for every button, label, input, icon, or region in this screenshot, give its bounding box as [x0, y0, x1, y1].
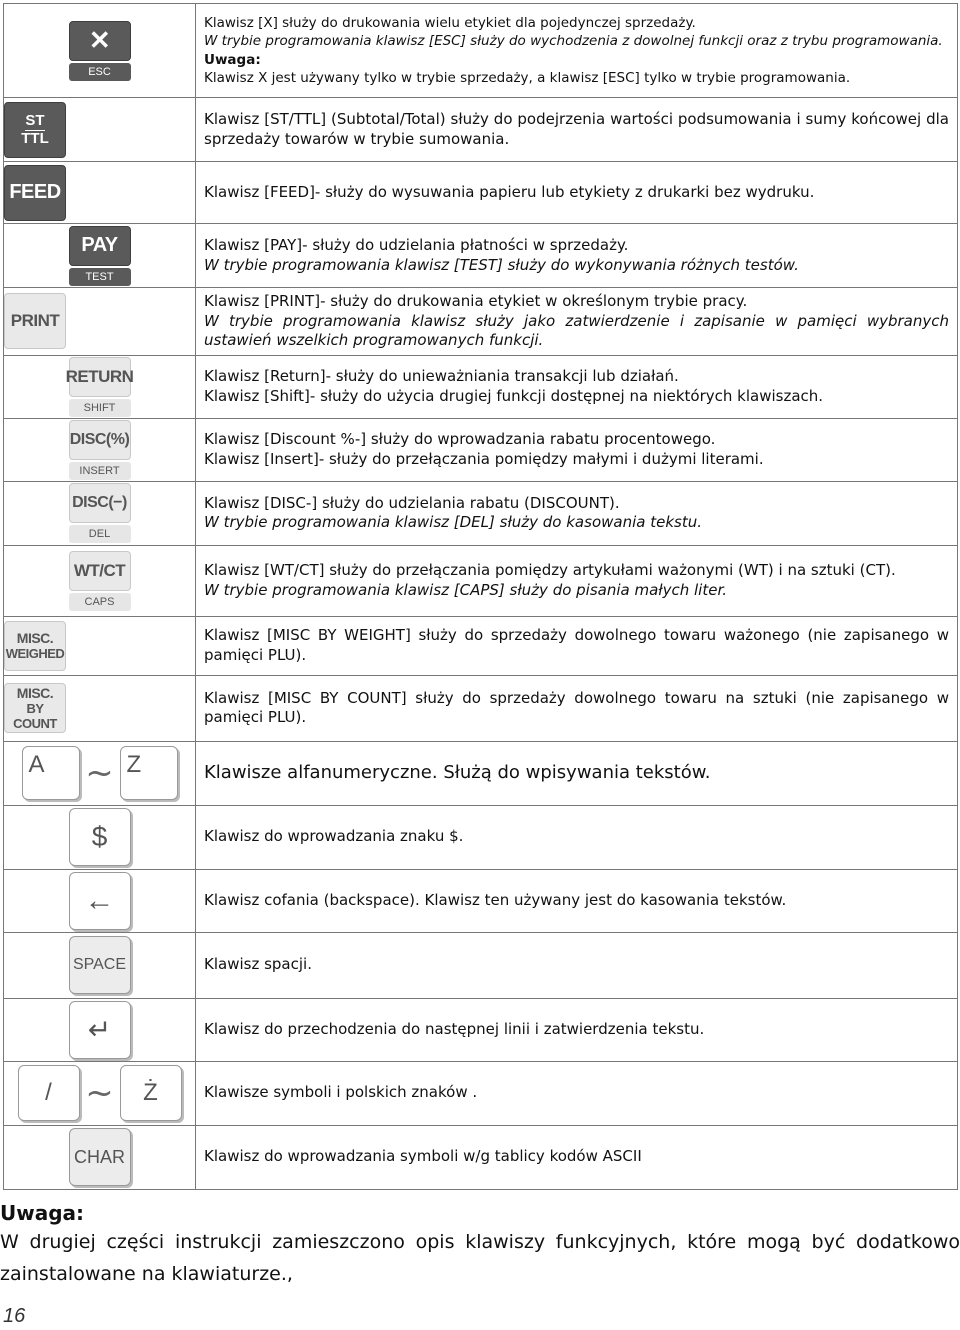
row-wt-ct-caps — [4, 545, 958, 616]
z-dot-key-icon: Ż — [120, 1065, 182, 1121]
desc-line: Klawisz [DISC-] służy do udzielania rabatu (DISCOUNT). — [204, 493, 620, 512]
row-disc-minus-del — [4, 481, 958, 545]
test-key-label: TEST — [69, 268, 131, 286]
esc-key-label: ESC — [69, 63, 131, 81]
row-x-esc — [4, 4, 958, 98]
key-cell — [4, 675, 196, 741]
description: Klawisze symboli i polskich znaków . — [196, 1061, 958, 1125]
description — [196, 4, 958, 98]
pay-key-icon: PAY — [69, 226, 131, 266]
description: Klawisz spacji. — [196, 932, 958, 998]
description — [196, 355, 958, 418]
row-st-ttl — [4, 98, 958, 162]
key-cell — [4, 741, 196, 805]
description: Klawisz [MISC BY WEIGHT] służy do sprzedaży dowolnego towaru ważonego (nie zapisanego w pamięci PLU). — [196, 616, 958, 675]
warning-label: Uwaga: — [204, 51, 261, 68]
desc-line: Klawisz [WT/CT] służy do przełączania pomiędzy artykułami ważonymi (WT) i na sztuki (CT). — [204, 561, 896, 579]
tilde-icon: ~ — [85, 753, 114, 793]
description: Klawisz do wprowadzania znaku $. — [196, 805, 958, 869]
row-feed — [4, 162, 958, 224]
key-cell — [4, 162, 196, 224]
caps-key-label: CAPS — [69, 593, 131, 611]
key-cell — [4, 481, 196, 545]
desc-line: W trybie programowania klawisz służy jako zatwierdzenie i zapisanie w pamięci wybranych ustawień wszelkich programowanych funkcji. — [204, 311, 949, 349]
desc-line: Klawisz [PRINT]- służy do drukowania etykiet w określonym trybie pracy. — [204, 292, 748, 310]
disc-minus-key-icon: DISC(−) — [69, 483, 131, 523]
row-misc-by-count — [4, 675, 958, 741]
description: Klawisz [FEED]- służy do wysuwania papieru lub etykiety z drukarki bez wydruku. — [196, 162, 958, 224]
note-title: Uwaga: — [0, 1201, 85, 1225]
key-cell — [4, 418, 196, 481]
insert-key-label: INSERT — [69, 462, 131, 480]
description: Klawisz do wprowadzania symboli w/g tablicy kodów ASCII — [196, 1125, 958, 1189]
desc-line: Klawisz [PAY]- służy do udzielania płatności w sprzedaży. — [204, 236, 629, 254]
description: Klawisze alfanumeryczne. Służą do wpisywania tekstów. — [196, 741, 958, 805]
desc-line: Klawisz [Return]- służy do unieważniania transakcji lub działań. — [204, 367, 679, 385]
key-cell — [4, 805, 196, 869]
desc-line: W trybie programowania klawisz [DEL] służy do kasowania tekstu. — [204, 513, 702, 531]
space-key-icon: SPACE — [69, 936, 131, 994]
print-key-icon: PRINT — [4, 293, 66, 349]
disc-percent-key-icon: DISC(%) — [69, 420, 131, 460]
x-key-icon: ✕ — [69, 21, 131, 61]
a-key-icon: A — [22, 746, 80, 800]
footer-note — [0, 1200, 960, 1290]
desc-line: Klawisz [Shift]- służy do użycia drugiej funkcji dostępnej na niektórych klawiszach. — [204, 386, 824, 405]
shift-key-label: SHIFT — [69, 399, 131, 417]
key-cell — [4, 545, 196, 616]
misc-weighed-key-icon: MISC. WEIGHED — [4, 621, 66, 671]
row-alphanumeric — [4, 741, 958, 805]
page-number: 16 — [3, 1305, 26, 1327]
key-cell — [4, 869, 196, 932]
st-ttl-key-icon: ST TTL — [4, 102, 66, 158]
desc-line: Klawisz [X] służy do drukowania wielu etykiet dla pojedynczej sprzedaży. — [204, 14, 696, 31]
key-cell — [4, 616, 196, 675]
row-char — [4, 1125, 958, 1189]
row-return-shift — [4, 355, 958, 418]
backspace-key-icon: ← — [69, 872, 131, 930]
key-cell — [4, 998, 196, 1061]
key-cell — [4, 1061, 196, 1125]
keys-table — [3, 3, 958, 1190]
desc-line: W trybie programowania klawisz [ESC] służy do wychodzenia z dowolnej funkcji oraz z trybu programowania. — [204, 33, 943, 49]
description — [196, 481, 958, 545]
z-key-icon: Z — [120, 746, 178, 800]
desc-line: Klawisz [Insert]- służy do przełączania pomiędzy małymi i dużymi literami. — [204, 449, 764, 468]
return-key-icon: RETURN — [69, 357, 131, 397]
enter-key-icon: ↵ — [69, 1001, 131, 1059]
desc-line: W trybie programowania klawisz [TEST] służy do wykonywania różnych testów. — [204, 255, 799, 274]
key-cell — [4, 1125, 196, 1189]
description — [196, 418, 958, 481]
char-key-icon: CHAR — [69, 1128, 131, 1186]
description: Klawisz [MISC BY COUNT] służy do sprzedaży dowolnego towaru na sztuki (nie zapisanego w pamięci PLU). — [196, 675, 958, 741]
misc-by-count-key-icon: MISC. BY COUNT — [4, 683, 66, 733]
row-dollar — [4, 805, 958, 869]
desc-line: Klawisz X jest używany tylko w trybie sprzedaży, a klawisz [ESC] tylko w trybie programowania. — [204, 70, 851, 86]
row-backspace — [4, 869, 958, 932]
key-cell — [4, 355, 196, 418]
description: Klawisz [ST/TTL] (Subtotal/Total) służy do podejrzenia wartości podsumowania i sumy końcowej dla sprzedaży towarów w trybie sumowania. — [196, 98, 958, 162]
slash-key-icon: / — [18, 1065, 80, 1121]
wt-ct-key-icon: WT/CT — [69, 551, 131, 591]
row-enter — [4, 998, 958, 1061]
row-space — [4, 932, 958, 998]
row-pay-test — [4, 224, 958, 288]
description — [196, 545, 958, 616]
feed-key-icon: FEED — [4, 165, 66, 221]
desc-line: W trybie programowania klawisz [CAPS] służy do pisania małych liter. — [204, 580, 728, 599]
row-disc-pct-insert — [4, 418, 958, 481]
row-misc-weighed — [4, 616, 958, 675]
tilde-icon: ~ — [85, 1073, 114, 1113]
row-print — [4, 288, 958, 356]
row-symbols — [4, 1061, 958, 1125]
key-cell — [4, 288, 196, 356]
description: Klawisz cofania (backspace). Klawisz ten używany jest do kasowania tekstów. — [196, 869, 958, 932]
dollar-key-icon: $ — [69, 808, 131, 866]
key-cell — [4, 224, 196, 288]
key-cell — [4, 4, 196, 98]
description — [196, 224, 958, 288]
key-cell — [4, 932, 196, 998]
description — [196, 288, 958, 356]
desc-line: Klawisz [Discount %-] służy do wprowadzania rabatu procentowego. — [204, 430, 716, 448]
key-cell — [4, 98, 196, 162]
description: Klawisz do przechodzenia do następnej linii i zatwierdzenia tekstu. — [196, 998, 958, 1061]
del-key-label: DEL — [69, 525, 131, 543]
note-text: W drugiej części instrukcji zamieszczono opis klawiszy funkcyjnych, które mogą być dodatkowo zainstalowane na klawiaturze., — [0, 1231, 960, 1285]
